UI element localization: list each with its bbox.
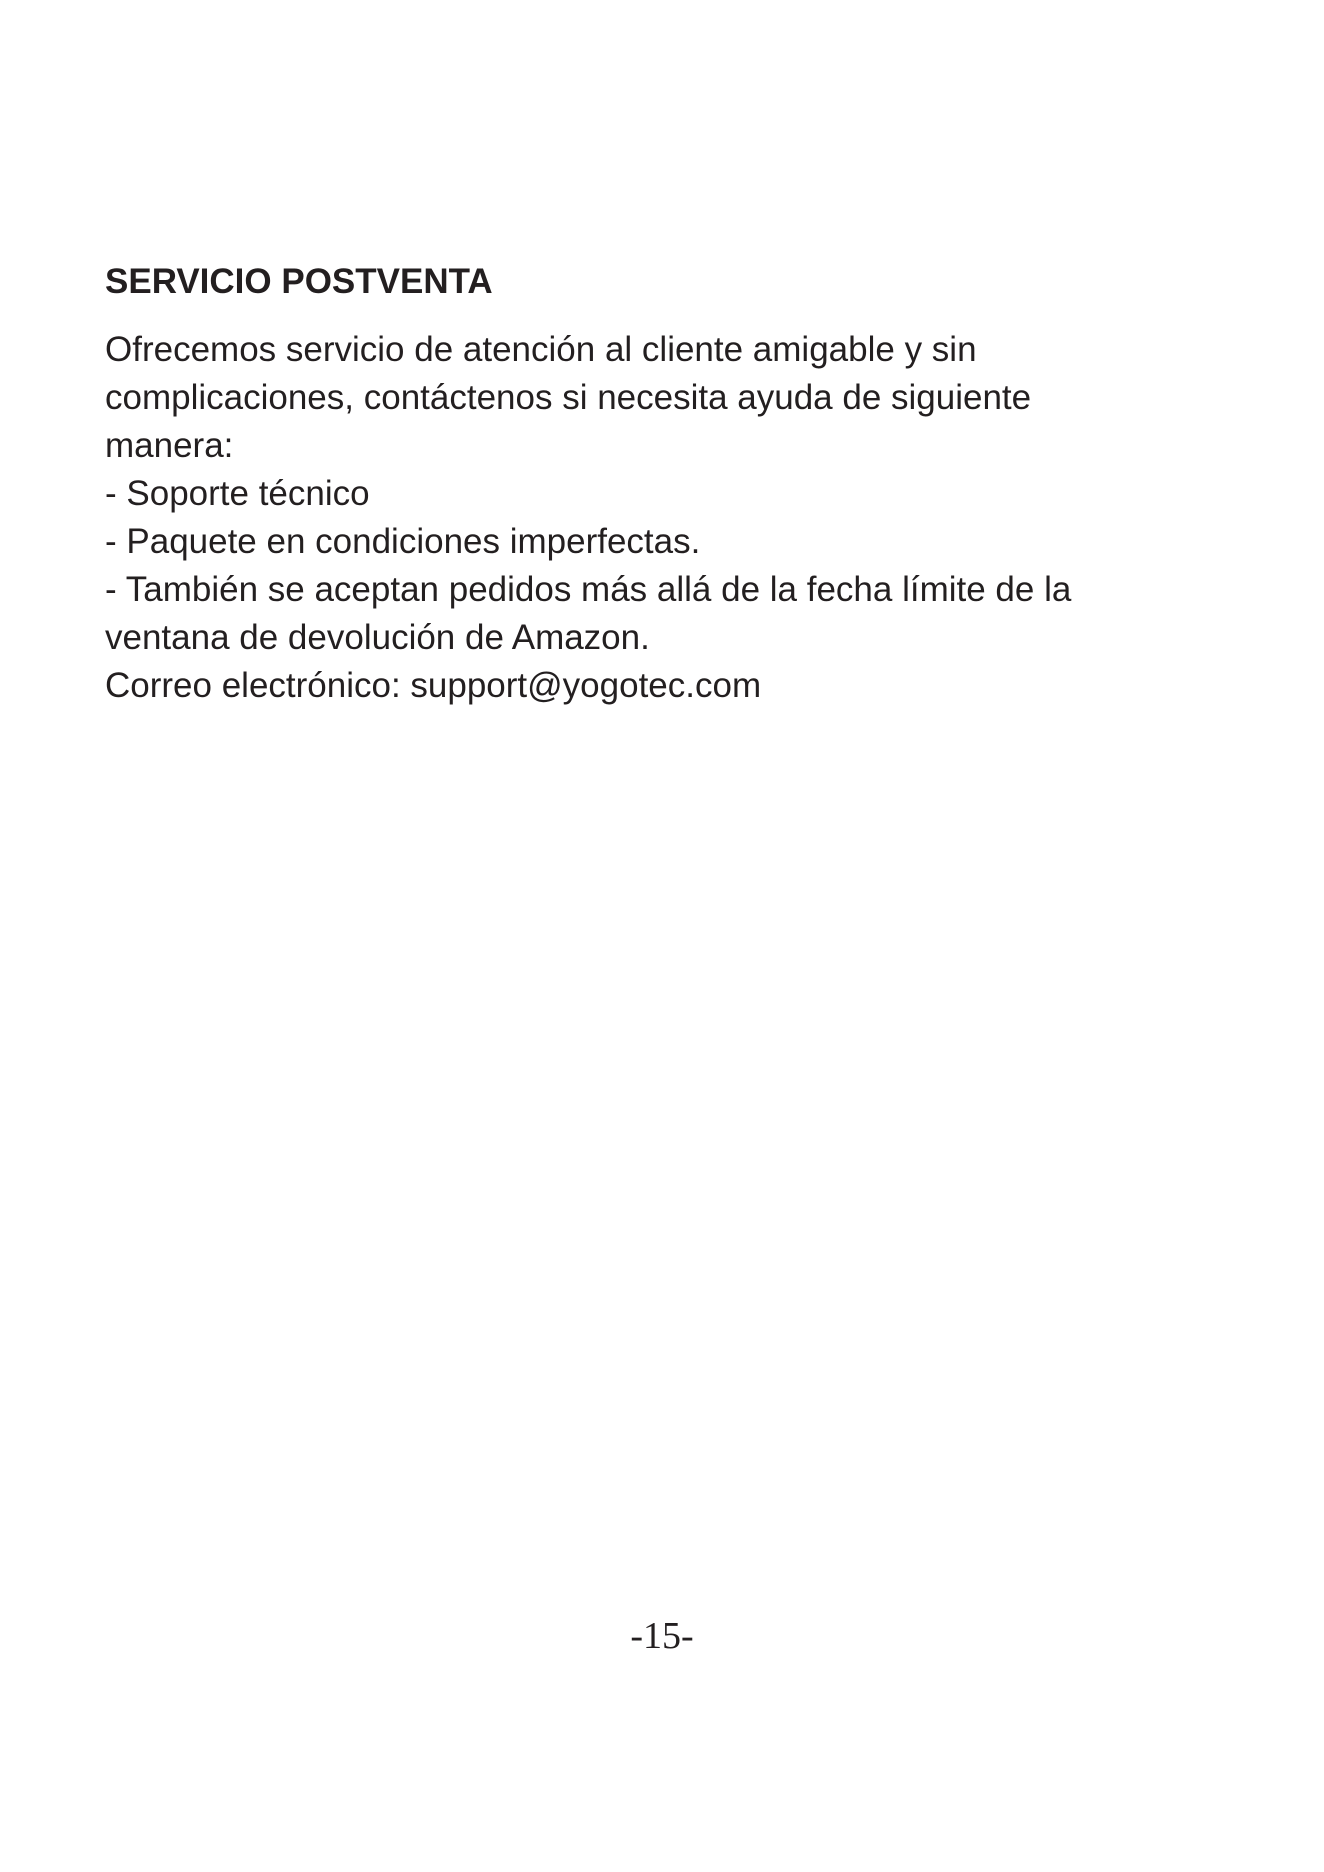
list-item-damaged-package: - Paquete en condiciones imperfectas. (105, 522, 701, 561)
contact-email-line: Correo electrónico: support@yogotec.com (105, 666, 762, 705)
body-line-intro-3: manera: (105, 426, 234, 465)
body-line-intro-2: complicaciones, contáctenos si necesita ayuda de siguiente (105, 378, 1032, 417)
list-item-late-returns-1: - También se aceptan pedidos más allá de la fecha límite de la (105, 570, 1072, 609)
list-item-late-returns-2: ventana de devolución de Amazon. (105, 618, 650, 657)
section-body (105, 326, 1205, 710)
section-title: SERVICIO POSTVENTA (105, 262, 493, 301)
after-sales-section (105, 258, 1205, 710)
list-item-tech-support: - Soporte técnico (105, 474, 370, 513)
page-number: -15- (630, 1615, 694, 1657)
body-line-intro-1: Ofrecemos servicio de atención al cliente amigable y sin (105, 330, 977, 369)
